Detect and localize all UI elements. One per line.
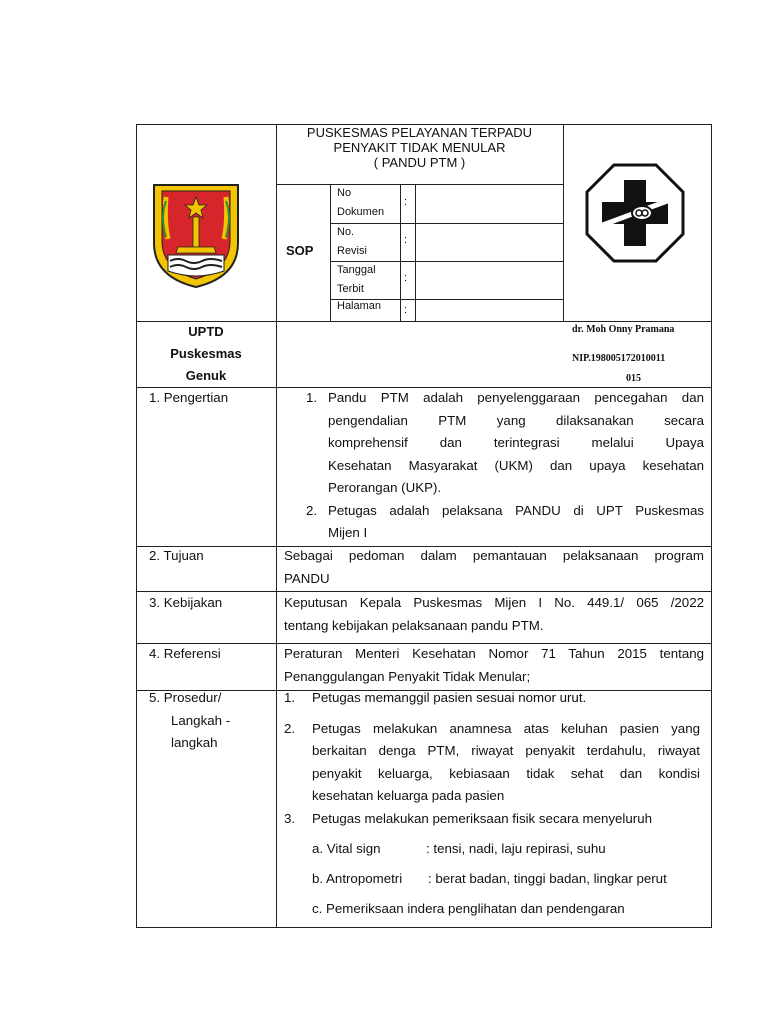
puskesmas-logo: [584, 162, 686, 264]
item-line: Petugas adalah pelaksana PANDU di UPT Puskesmas: [328, 502, 704, 518]
content-line: Keputusan Kepala Puskesmas Mijen I No. 449.1/ 065 /2022: [284, 595, 704, 610]
title-line: PENYAKIT TIDAK MENULAR: [333, 140, 506, 155]
divider: [276, 124, 277, 928]
item-line: kesehatan keluarga pada pasien: [312, 788, 505, 803]
meta-no-revisi-label: [337, 223, 367, 261]
nip-line: NIP.198005172010011: [572, 353, 666, 364]
meta-label-line: Halaman: [337, 300, 382, 312]
divider: [415, 184, 416, 321]
sop-label: SOP: [286, 243, 314, 258]
meta-separator: :: [404, 234, 408, 246]
item-line: Petugas memanggil pasien sesuai nomor urut.: [312, 690, 587, 705]
nip-line: 015: [626, 373, 641, 384]
item-line: Mijen I: [328, 525, 368, 540]
item-line: Petugas melakukan anamnesa atas keluhan pasien yang: [312, 720, 700, 736]
meta-label-line: Dokumen: [337, 206, 385, 218]
title-line: ( PANDU PTM ): [373, 155, 466, 170]
item-line: Kesehatan Masyarakat (UKM) dan upaya kesehatan: [328, 457, 704, 473]
item-line: pengendalian PTM yang dilaksanakan secara: [328, 412, 704, 428]
city-shield-logo: [150, 181, 242, 291]
section-label: 4. Referensi: [149, 646, 221, 661]
section-label: 2. Tujuan: [149, 548, 204, 563]
meta-label-line: No: [337, 187, 352, 199]
list-item: [302, 387, 704, 500]
meta-no-dokumen-label: [337, 184, 384, 222]
content-line: PANDU: [284, 570, 330, 586]
sub-item: [284, 838, 700, 860]
document-title: [276, 124, 563, 170]
content-line: Peraturan Menteri Kesehatan Nomor 71 Tahun 2015 tentang: [284, 646, 704, 661]
list-item: [284, 718, 700, 808]
sub-item-label: b. Antropometri: [312, 871, 403, 886]
meta-separator: :: [404, 196, 408, 208]
section-label: 1. Pengertian: [149, 390, 229, 405]
section-content: [284, 545, 704, 590]
item-line: Perorangan (UKP).: [328, 480, 442, 495]
list-item: [302, 500, 704, 545]
sub-item-value: : tensi, nadi, laju repirasi, suhu: [426, 841, 606, 856]
list-item: [284, 808, 700, 831]
definition-list: [302, 387, 704, 545]
section-label: [149, 687, 230, 755]
meta-label-line: Tanggal: [337, 264, 376, 276]
content-line: Sebagai pedoman dalam pemantauan pelaksanaan program: [284, 548, 704, 563]
meta-halaman-label: [337, 297, 381, 316]
label-line: Langkah -: [171, 712, 231, 728]
org-line: UPTD: [188, 324, 224, 339]
list-number: 1.: [284, 690, 296, 705]
label-line: langkah: [171, 735, 218, 750]
org-name: [136, 321, 276, 387]
meta-separator: :: [404, 272, 408, 284]
org-line: Genuk: [185, 368, 227, 383]
divider: [276, 184, 563, 185]
divider: [330, 184, 331, 321]
meta-label-line: No.: [337, 226, 355, 238]
sub-item: [284, 868, 700, 890]
sub-item-label: a. Vital sign: [312, 841, 381, 856]
content-line: Penanggulangan Penyakit Tidak Menular;: [284, 668, 531, 684]
meta-separator: :: [404, 304, 408, 316]
section-content: [284, 592, 704, 637]
meta-label-line: Terbit: [337, 283, 364, 295]
sub-item-label: c. Pemeriksaan indera penglihatan dan pendengaran: [312, 901, 625, 916]
item-line: berkaitan denga PTM, riwayat penyakit terdahulu, riwayat: [312, 743, 700, 758]
item-line: penyakit keluarga, kebiasaan tidak sehat dan kondisi: [312, 765, 700, 781]
divider: [563, 124, 564, 321]
org-line: Puskesmas: [170, 346, 242, 361]
section-content: [284, 643, 704, 688]
title-line: PUSKESMAS PELAYANAN TERPADU: [306, 125, 533, 140]
meta-tanggal-terbit-label: [337, 261, 376, 299]
sop-document: [136, 124, 712, 928]
list-number: 3.: [284, 810, 296, 826]
list-item: [284, 687, 700, 710]
list-number: 2.: [284, 720, 296, 736]
list-number: 2.: [306, 502, 318, 518]
item-line: Petugas melakukan pemeriksaan fisik secara menyeluruh: [312, 810, 652, 826]
content-line: tentang kebijakan pelaksanaan pandu PTM.: [284, 617, 544, 633]
sub-item-value: : berat badan, tinggi badan, lingkar perut: [428, 871, 667, 886]
section-label: 3. Kebijakan: [149, 595, 223, 610]
list-number: 1.: [306, 390, 318, 405]
item-line: Pandu PTM adalah penyelenggaraan pencegahan dan: [328, 390, 704, 405]
signer-nip: [572, 349, 665, 389]
sub-item: [284, 898, 700, 920]
meta-label-line: Revisi: [337, 245, 367, 257]
procedure-steps: [284, 687, 700, 920]
label-line: 5. Prosedur/: [149, 690, 222, 705]
divider: [400, 184, 401, 321]
signer-name: dr. Moh Onny Pramana: [572, 324, 675, 335]
item-line: komprehensif dan terintegrasi melalui Upaya: [328, 435, 704, 450]
